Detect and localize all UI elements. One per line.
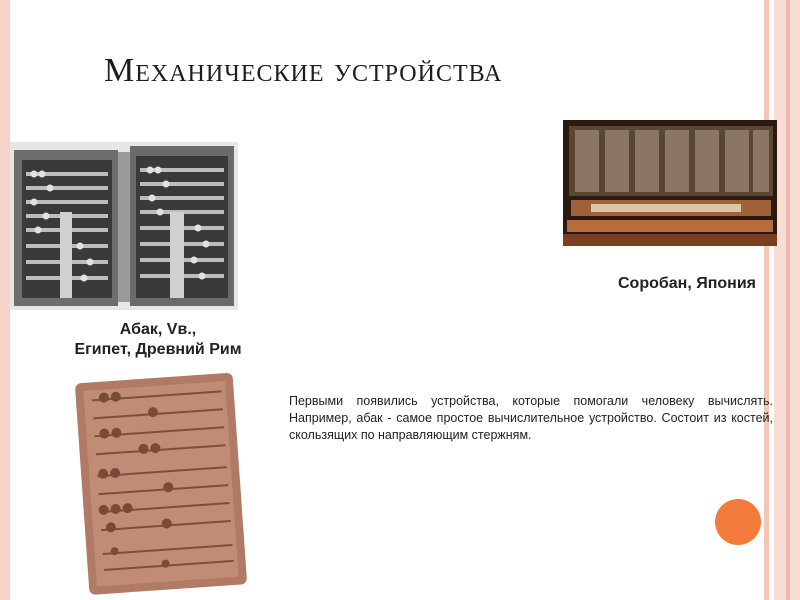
decorative-orange-circle — [715, 499, 761, 545]
soroban-caption: Соробан, Япония — [618, 275, 756, 292]
soroban-image — [563, 120, 777, 246]
right-edge-line — [786, 0, 790, 600]
abacus-caption — [40, 320, 276, 360]
abacus-caption-line1: Абак, Vв., — [119, 321, 197, 338]
slide-title: Механические устройства — [104, 52, 503, 89]
right-edge-stripe — [764, 0, 769, 600]
abacus-caption-line2: Египет, Древний Рим — [74, 341, 242, 358]
roman-abacus-image — [10, 142, 238, 310]
body-paragraph: Первыми появились устройства, которые помогали человеку вычислять. Например, абак - самое простое вычислительное устройство. Состоит из костей, скользящих по направляющим стержням. — [289, 394, 773, 442]
copper-abacus-image — [68, 372, 248, 596]
left-edge-stripe — [0, 0, 10, 600]
